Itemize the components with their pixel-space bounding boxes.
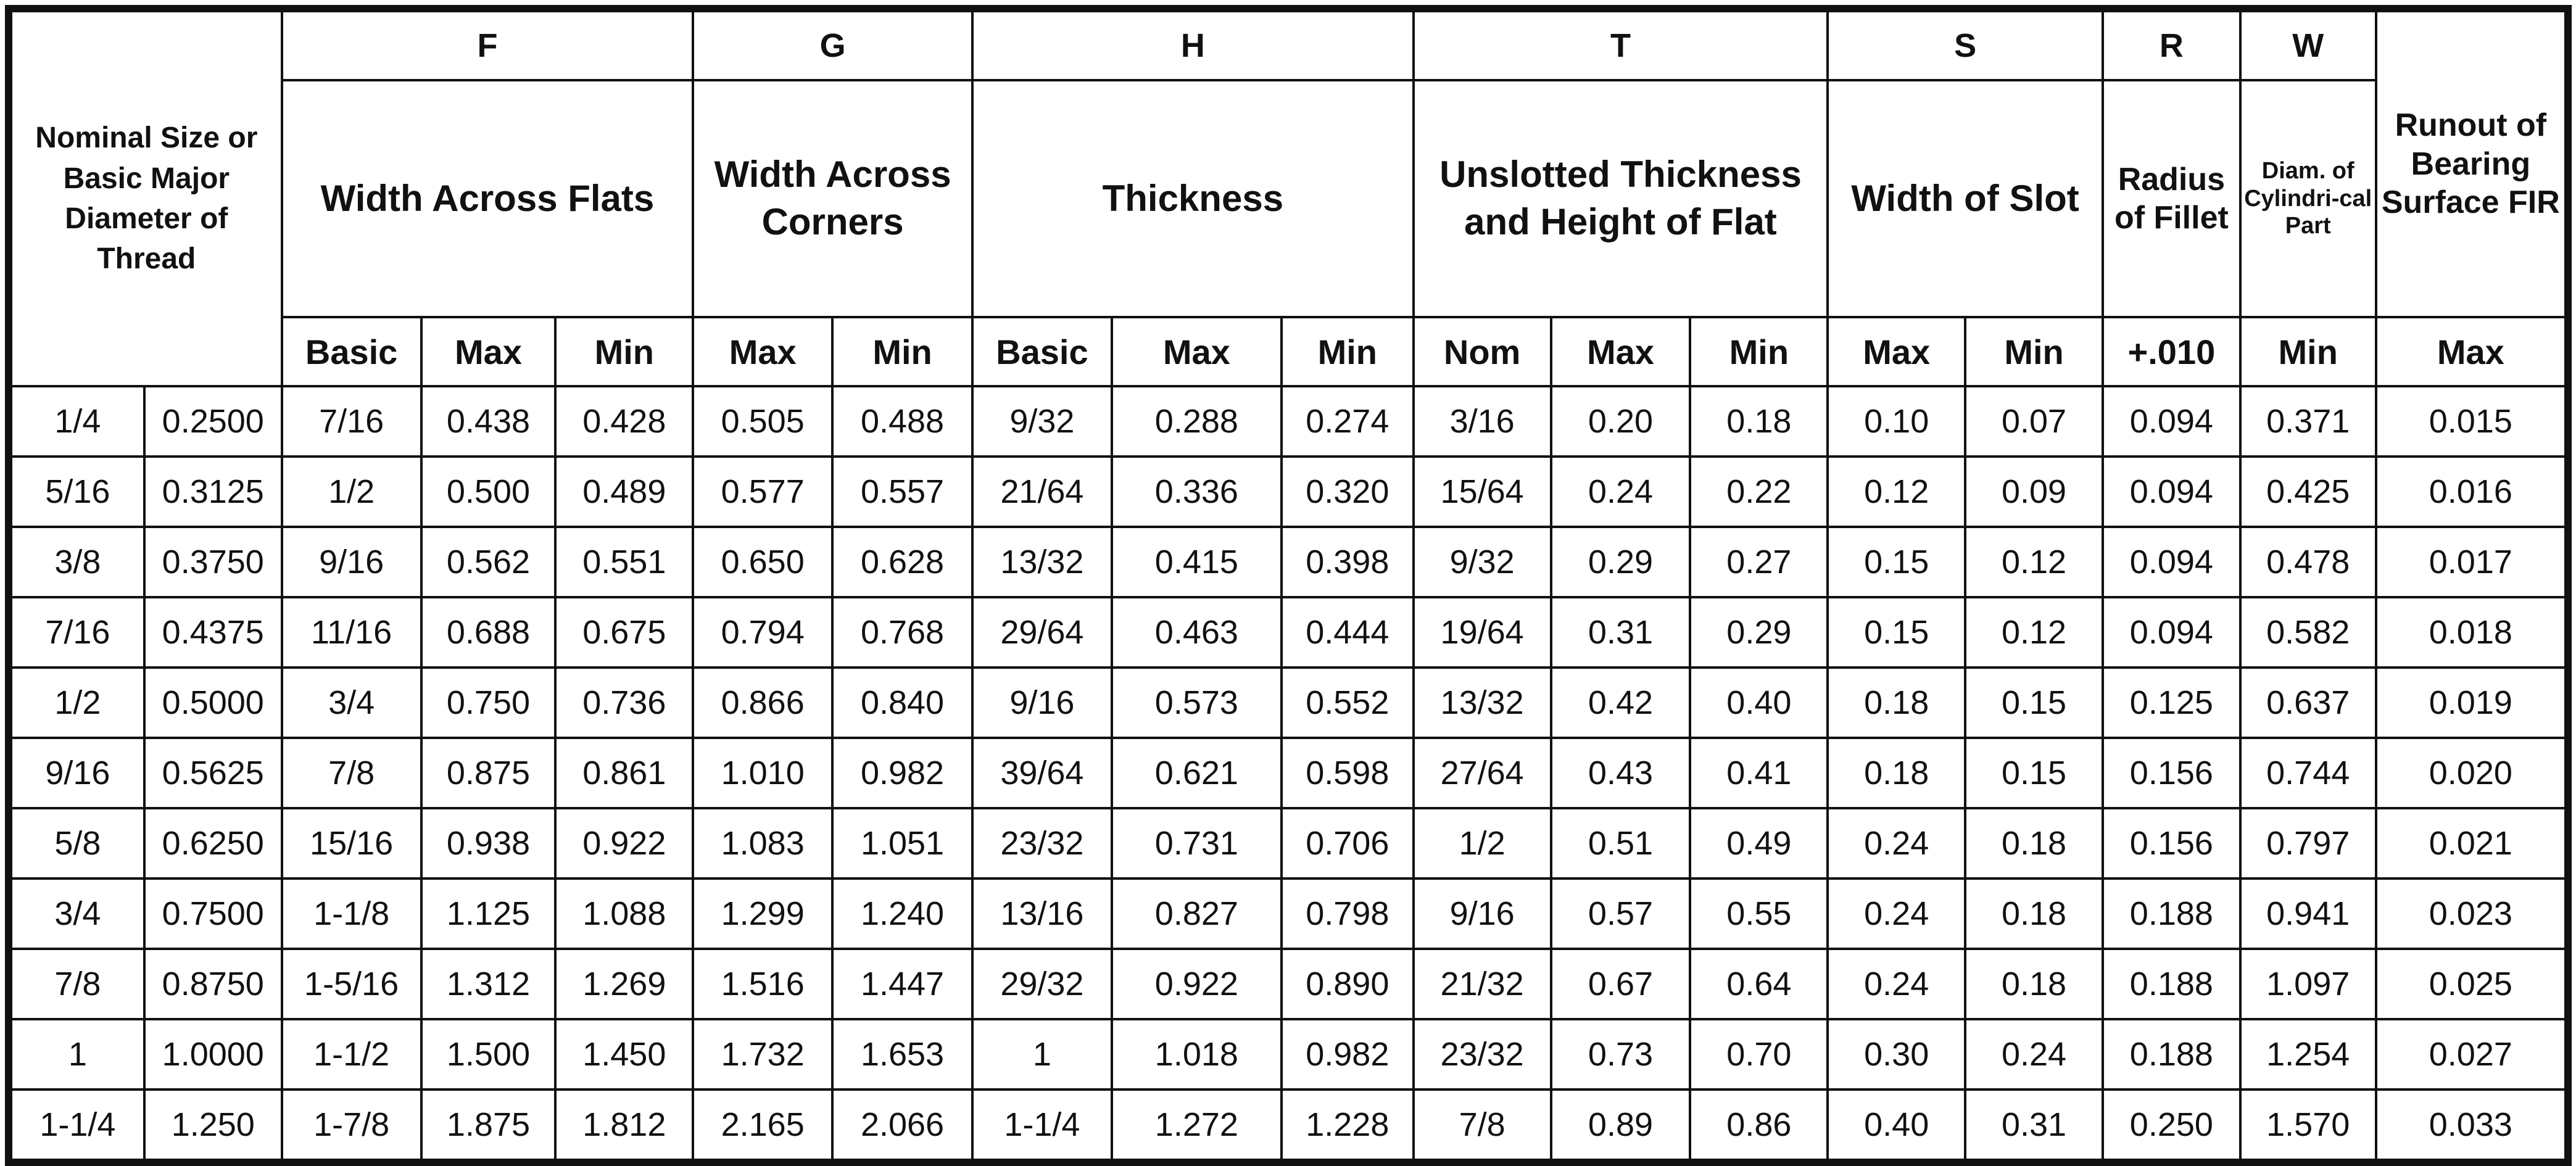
- cell-t-max: 0.29: [1551, 527, 1691, 597]
- cell-t-max: 0.43: [1551, 738, 1691, 808]
- cell-s-max: 0.12: [1828, 457, 1965, 527]
- cell-h-basic: 23/32: [972, 808, 1112, 879]
- cell-f-max: 0.500: [421, 457, 556, 527]
- subheader-h-basic: Basic: [972, 317, 1112, 386]
- cell-f-basic: 7/16: [282, 386, 421, 457]
- cell-f-basic: 1-5/16: [282, 949, 421, 1019]
- cell-g-min: 0.768: [832, 597, 972, 668]
- subheader-runout-max: Max: [2376, 317, 2568, 386]
- cell-t-max: 0.51: [1551, 808, 1691, 879]
- cell-basic-diameter: 0.5625: [144, 738, 282, 808]
- cell-f-min: 1.450: [555, 1019, 693, 1090]
- cell-basic-diameter: 0.7500: [144, 879, 282, 949]
- cell-w-min: 0.371: [2240, 386, 2376, 457]
- cell-h-max: 0.922: [1112, 949, 1282, 1019]
- cell-r-fillet: 0.094: [2103, 386, 2240, 457]
- header-row-titles: [9, 80, 2568, 317]
- cell-s-max: 0.40: [1828, 1090, 1965, 1162]
- cell-runout-max: 0.023: [2376, 879, 2568, 949]
- cell-h-max: 0.415: [1112, 527, 1282, 597]
- cell-f-min: 1.088: [555, 879, 693, 949]
- cell-t-max: 0.20: [1551, 386, 1691, 457]
- subheader-s-min: Min: [1965, 317, 2103, 386]
- cell-f-basic: 1-1/2: [282, 1019, 421, 1090]
- cell-runout-max: 0.018: [2376, 597, 2568, 668]
- cell-s-min: 0.24: [1965, 1019, 2103, 1090]
- cell-t-min: 0.22: [1690, 457, 1828, 527]
- cell-basic-diameter: 0.3125: [144, 457, 282, 527]
- hex-nut-dimensions-table: [5, 5, 2572, 1166]
- cell-g-min: 0.982: [832, 738, 972, 808]
- cell-nominal-fraction: 7/16: [9, 597, 144, 668]
- cell-g-min: 1.240: [832, 879, 972, 949]
- table-row: [9, 879, 2568, 949]
- cell-t-max: 0.57: [1551, 879, 1691, 949]
- cell-t-nom: 15/64: [1414, 457, 1551, 527]
- cell-h-max: 0.731: [1112, 808, 1282, 879]
- cell-s-max: 0.30: [1828, 1019, 1965, 1090]
- cell-t-nom: 1/2: [1414, 808, 1551, 879]
- cell-s-min: 0.31: [1965, 1090, 2103, 1162]
- cell-f-max: 0.938: [421, 808, 556, 879]
- cell-h-max: 0.336: [1112, 457, 1282, 527]
- cell-r-fillet: 0.094: [2103, 457, 2240, 527]
- cell-basic-diameter: 1.0000: [144, 1019, 282, 1090]
- table-row: [9, 386, 2568, 457]
- thickness-header: Thickness: [972, 80, 1414, 317]
- cell-f-max: 1.312: [421, 949, 556, 1019]
- cell-f-min: 0.489: [555, 457, 693, 527]
- table-row: [9, 527, 2568, 597]
- cell-f-min: 0.551: [555, 527, 693, 597]
- cell-w-min: 0.425: [2240, 457, 2376, 527]
- subheader-f-min: Min: [555, 317, 693, 386]
- cell-s-min: 0.15: [1965, 668, 2103, 738]
- cell-nominal-fraction: 1: [9, 1019, 144, 1090]
- cell-h-max: 1.018: [1112, 1019, 1282, 1090]
- cell-nominal-fraction: 5/8: [9, 808, 144, 879]
- cell-t-min: 0.27: [1690, 527, 1828, 597]
- width-across-flats-header: Width Across Flats: [282, 80, 694, 317]
- table-row: [9, 1090, 2568, 1162]
- cell-h-min: 1.228: [1282, 1090, 1414, 1162]
- subheader-t-nom: Nom: [1414, 317, 1551, 386]
- subheader-s-max: Max: [1828, 317, 1965, 386]
- cell-basic-diameter: 0.5000: [144, 668, 282, 738]
- subheader-f-max: Max: [421, 317, 556, 386]
- cell-h-basic: 9/32: [972, 386, 1112, 457]
- unslotted-thickness-header: Unslotted Thickness and Height of Flat: [1414, 80, 1828, 317]
- cell-t-nom: 3/16: [1414, 386, 1551, 457]
- cell-r-fillet: 0.188: [2103, 1019, 2240, 1090]
- cell-s-max: 0.18: [1828, 668, 1965, 738]
- subheader-g-max: Max: [693, 317, 832, 386]
- cell-nominal-fraction: 9/16: [9, 738, 144, 808]
- cell-basic-diameter: 0.3750: [144, 527, 282, 597]
- group-letter-r: R: [2103, 9, 2240, 80]
- cell-s-min: 0.12: [1965, 527, 2103, 597]
- cell-g-max: 0.650: [693, 527, 832, 597]
- subheader-h-min: Min: [1282, 317, 1414, 386]
- cell-nominal-fraction: 3/8: [9, 527, 144, 597]
- table-row: [9, 1019, 2568, 1090]
- cell-f-max: 0.688: [421, 597, 556, 668]
- cell-t-nom: 27/64: [1414, 738, 1551, 808]
- cell-nominal-fraction: 1/2: [9, 668, 144, 738]
- cell-w-min: 0.797: [2240, 808, 2376, 879]
- runout-header: Runout of Bearing Surface FIR: [2376, 9, 2568, 317]
- cell-h-min: 0.598: [1282, 738, 1414, 808]
- cell-f-max: 0.750: [421, 668, 556, 738]
- cell-r-fillet: 0.094: [2103, 527, 2240, 597]
- cell-g-max: 0.794: [693, 597, 832, 668]
- cell-runout-max: 0.021: [2376, 808, 2568, 879]
- subheader-t-min: Min: [1690, 317, 1828, 386]
- cell-h-basic: 29/64: [972, 597, 1112, 668]
- cell-t-nom: 9/16: [1414, 879, 1551, 949]
- group-letter-g: G: [693, 9, 972, 80]
- cell-s-min: 0.18: [1965, 879, 2103, 949]
- cell-s-min: 0.12: [1965, 597, 2103, 668]
- cell-s-min: 0.15: [1965, 738, 2103, 808]
- cell-g-max: 1.732: [693, 1019, 832, 1090]
- cell-s-min: 0.18: [1965, 808, 2103, 879]
- cell-t-max: 0.67: [1551, 949, 1691, 1019]
- cell-f-basic: 9/16: [282, 527, 421, 597]
- cell-t-nom: 23/32: [1414, 1019, 1551, 1090]
- cell-f-min: 1.812: [555, 1090, 693, 1162]
- cell-h-basic: 29/32: [972, 949, 1112, 1019]
- cell-f-basic: 7/8: [282, 738, 421, 808]
- cell-h-basic: 9/16: [972, 668, 1112, 738]
- cell-h-basic: 21/64: [972, 457, 1112, 527]
- table-row: [9, 457, 2568, 527]
- cell-h-max: 0.288: [1112, 386, 1282, 457]
- table-row: [9, 949, 2568, 1019]
- cell-h-min: 0.798: [1282, 879, 1414, 949]
- cell-f-min: 0.736: [555, 668, 693, 738]
- cell-runout-max: 0.017: [2376, 527, 2568, 597]
- cell-r-fillet: 0.250: [2103, 1090, 2240, 1162]
- table-row: [9, 808, 2568, 879]
- cell-s-min: 0.07: [1965, 386, 2103, 457]
- diameter-cylindrical-part-header: Diam. of Cylindri-cal Part: [2240, 80, 2376, 317]
- cell-h-basic: 1: [972, 1019, 1112, 1090]
- cell-h-basic: 39/64: [972, 738, 1112, 808]
- cell-w-min: 1.097: [2240, 949, 2376, 1019]
- group-letter-h: H: [972, 9, 1414, 80]
- cell-s-min: 0.18: [1965, 949, 2103, 1019]
- cell-g-max: 0.505: [693, 386, 832, 457]
- subheader-w-min: Min: [2240, 317, 2376, 386]
- cell-s-max: 0.15: [1828, 527, 1965, 597]
- cell-nominal-fraction: 3/4: [9, 879, 144, 949]
- cell-g-min: 0.628: [832, 527, 972, 597]
- subheader-h-max: Max: [1112, 317, 1282, 386]
- width-across-corners-header: Width Across Corners: [693, 80, 972, 317]
- cell-g-min: 1.653: [832, 1019, 972, 1090]
- cell-g-max: 1.516: [693, 949, 832, 1019]
- cell-h-min: 0.274: [1282, 386, 1414, 457]
- cell-t-max: 0.73: [1551, 1019, 1691, 1090]
- cell-g-max: 0.866: [693, 668, 832, 738]
- cell-f-max: 0.562: [421, 527, 556, 597]
- cell-h-min: 0.320: [1282, 457, 1414, 527]
- cell-h-min: 0.706: [1282, 808, 1414, 879]
- cell-r-fillet: 0.094: [2103, 597, 2240, 668]
- table-row: [9, 738, 2568, 808]
- cell-w-min: 0.582: [2240, 597, 2376, 668]
- cell-f-min: 0.675: [555, 597, 693, 668]
- cell-t-min: 0.55: [1690, 879, 1828, 949]
- header-row-letters: [9, 9, 2568, 80]
- cell-basic-diameter: 0.4375: [144, 597, 282, 668]
- cell-w-min: 0.637: [2240, 668, 2376, 738]
- cell-g-min: 1.447: [832, 949, 972, 1019]
- cell-g-min: 0.557: [832, 457, 972, 527]
- cell-g-min: 2.066: [832, 1090, 972, 1162]
- cell-h-min: 0.444: [1282, 597, 1414, 668]
- cell-t-min: 0.40: [1690, 668, 1828, 738]
- cell-s-min: 0.09: [1965, 457, 2103, 527]
- cell-g-min: 0.488: [832, 386, 972, 457]
- cell-nominal-fraction: 7/8: [9, 949, 144, 1019]
- cell-t-nom: 9/32: [1414, 527, 1551, 597]
- cell-w-min: 1.254: [2240, 1019, 2376, 1090]
- cell-r-fillet: 0.156: [2103, 808, 2240, 879]
- cell-t-nom: 21/32: [1414, 949, 1551, 1019]
- cell-t-min: 0.29: [1690, 597, 1828, 668]
- subheader-t-max: Max: [1551, 317, 1691, 386]
- nominal-size-header: Nominal Size or Basic Major Diameter of Thread: [9, 9, 282, 386]
- cell-h-basic: 1-1/4: [972, 1090, 1112, 1162]
- cell-nominal-fraction: 1/4: [9, 386, 144, 457]
- cell-basic-diameter: 1.250: [144, 1090, 282, 1162]
- cell-g-max: 1.299: [693, 879, 832, 949]
- cell-r-fillet: 0.156: [2103, 738, 2240, 808]
- cell-w-min: 0.941: [2240, 879, 2376, 949]
- cell-t-min: 0.86: [1690, 1090, 1828, 1162]
- cell-f-basic: 1/2: [282, 457, 421, 527]
- cell-g-max: 1.083: [693, 808, 832, 879]
- cell-w-min: 0.478: [2240, 527, 2376, 597]
- cell-f-basic: 11/16: [282, 597, 421, 668]
- cell-f-min: 0.861: [555, 738, 693, 808]
- cell-w-min: 0.744: [2240, 738, 2376, 808]
- subheader-g-min: Min: [832, 317, 972, 386]
- cell-h-max: 0.621: [1112, 738, 1282, 808]
- cell-basic-diameter: 0.8750: [144, 949, 282, 1019]
- cell-h-min: 0.552: [1282, 668, 1414, 738]
- cell-g-max: 1.010: [693, 738, 832, 808]
- cell-r-fillet: 0.188: [2103, 949, 2240, 1019]
- cell-nominal-fraction: 5/16: [9, 457, 144, 527]
- group-letter-w: W: [2240, 9, 2376, 80]
- cell-f-max: 0.438: [421, 386, 556, 457]
- cell-basic-diameter: 0.2500: [144, 386, 282, 457]
- cell-h-min: 0.982: [1282, 1019, 1414, 1090]
- cell-h-max: 1.272: [1112, 1090, 1282, 1162]
- cell-s-max: 0.24: [1828, 879, 1965, 949]
- group-letter-s: S: [1828, 9, 2103, 80]
- cell-runout-max: 0.033: [2376, 1090, 2568, 1162]
- cell-f-max: 1.125: [421, 879, 556, 949]
- cell-t-max: 0.24: [1551, 457, 1691, 527]
- cell-h-basic: 13/32: [972, 527, 1112, 597]
- cell-f-max: 1.500: [421, 1019, 556, 1090]
- cell-t-min: 0.64: [1690, 949, 1828, 1019]
- table-row: [9, 597, 2568, 668]
- cell-f-basic: 1-7/8: [282, 1090, 421, 1162]
- subheader-r-tolerance: +.010: [2103, 317, 2240, 386]
- cell-f-min: 0.428: [555, 386, 693, 457]
- cell-r-fillet: 0.188: [2103, 879, 2240, 949]
- cell-f-max: 0.875: [421, 738, 556, 808]
- header-row-subcolumns: [9, 317, 2568, 386]
- table-body: [9, 386, 2568, 1162]
- cell-t-max: 0.89: [1551, 1090, 1691, 1162]
- cell-f-min: 1.269: [555, 949, 693, 1019]
- cell-h-max: 0.463: [1112, 597, 1282, 668]
- cell-f-basic: 1-1/8: [282, 879, 421, 949]
- cell-runout-max: 0.025: [2376, 949, 2568, 1019]
- cell-g-max: 2.165: [693, 1090, 832, 1162]
- cell-s-max: 0.24: [1828, 808, 1965, 879]
- cell-nominal-fraction: 1-1/4: [9, 1090, 144, 1162]
- subheader-f-basic: Basic: [282, 317, 421, 386]
- cell-t-nom: 13/32: [1414, 668, 1551, 738]
- cell-r-fillet: 0.125: [2103, 668, 2240, 738]
- cell-t-min: 0.41: [1690, 738, 1828, 808]
- cell-t-max: 0.31: [1551, 597, 1691, 668]
- cell-h-min: 0.890: [1282, 949, 1414, 1019]
- cell-f-min: 0.922: [555, 808, 693, 879]
- group-letter-t: T: [1414, 9, 1828, 80]
- cell-s-max: 0.10: [1828, 386, 1965, 457]
- cell-h-max: 0.827: [1112, 879, 1282, 949]
- cell-runout-max: 0.027: [2376, 1019, 2568, 1090]
- cell-w-min: 1.570: [2240, 1090, 2376, 1162]
- cell-s-max: 0.15: [1828, 597, 1965, 668]
- cell-h-min: 0.398: [1282, 527, 1414, 597]
- width-of-slot-header: Width of Slot: [1828, 80, 2103, 317]
- cell-g-min: 1.051: [832, 808, 972, 879]
- cell-runout-max: 0.019: [2376, 668, 2568, 738]
- cell-basic-diameter: 0.6250: [144, 808, 282, 879]
- table-row: [9, 668, 2568, 738]
- cell-h-basic: 13/16: [972, 879, 1112, 949]
- cell-t-min: 0.70: [1690, 1019, 1828, 1090]
- cell-f-max: 1.875: [421, 1090, 556, 1162]
- cell-runout-max: 0.015: [2376, 386, 2568, 457]
- cell-t-min: 0.18: [1690, 386, 1828, 457]
- group-letter-f: F: [282, 9, 694, 80]
- cell-runout-max: 0.016: [2376, 457, 2568, 527]
- cell-h-max: 0.573: [1112, 668, 1282, 738]
- cell-s-max: 0.24: [1828, 949, 1965, 1019]
- cell-f-basic: 15/16: [282, 808, 421, 879]
- cell-g-min: 0.840: [832, 668, 972, 738]
- cell-runout-max: 0.020: [2376, 738, 2568, 808]
- cell-s-max: 0.18: [1828, 738, 1965, 808]
- cell-t-nom: 7/8: [1414, 1090, 1551, 1162]
- cell-t-max: 0.42: [1551, 668, 1691, 738]
- cell-t-nom: 19/64: [1414, 597, 1551, 668]
- cell-t-min: 0.49: [1690, 808, 1828, 879]
- cell-g-max: 0.577: [693, 457, 832, 527]
- radius-of-fillet-header: Radius of Fillet: [2103, 80, 2240, 317]
- cell-f-basic: 3/4: [282, 668, 421, 738]
